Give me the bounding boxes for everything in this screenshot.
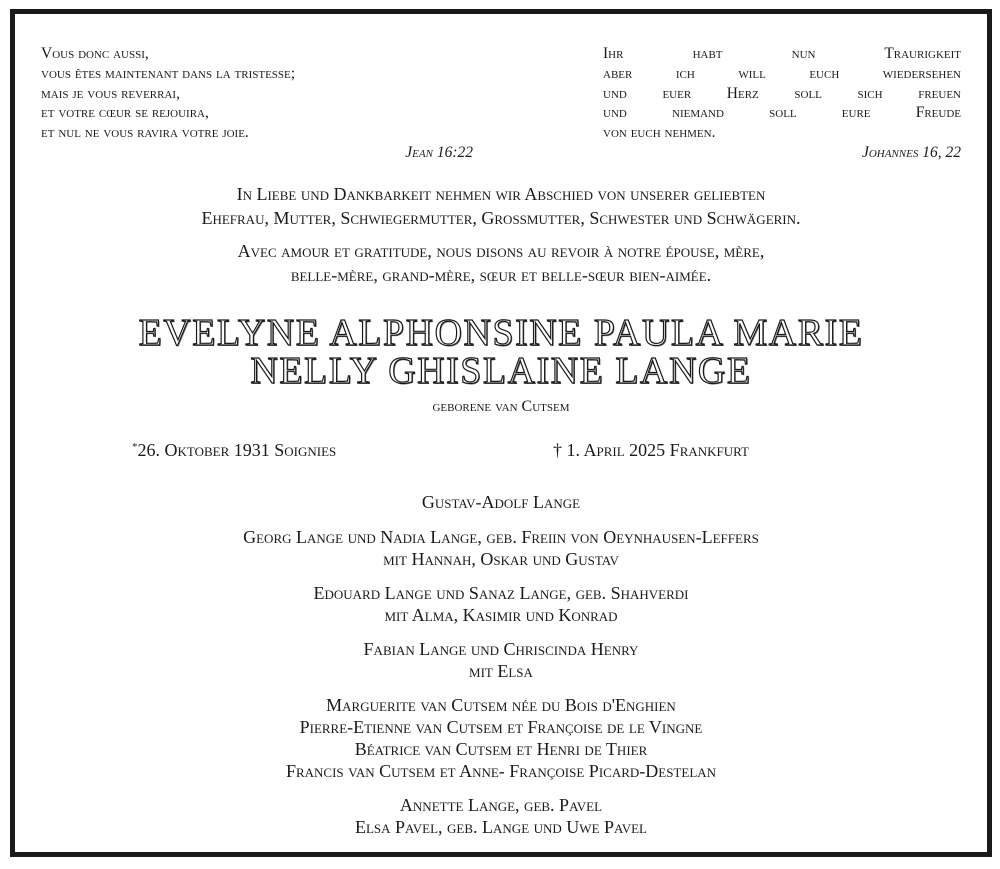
bible-quote-french [41,44,473,163]
family-line: Pierre-Etienne van Cutsem et Françoise de le Vingne [299,717,703,737]
family-group [15,526,987,570]
death-text: 1. April 2025 Frankfurt [566,440,749,460]
intro-german [15,182,987,230]
birth-symbol: * [132,441,138,453]
deceased-name [15,314,987,390]
quote-line: Ihr habt nun Traurigkeit [603,45,961,62]
family-group [15,491,987,513]
quote-line: mais je vous reverrai, [41,84,180,102]
death-info [553,440,749,461]
family-line: Georg Lange und Nadia Lange, geb. Freiin von Oeynhausen-Leffers [243,527,759,547]
intro-line: Avec amour et gratitude, nous disons au revoir à notre épouse, mère, [237,241,765,261]
quote-line: aber ich will euch wiedersehen [603,64,961,82]
family-line: mit Alma, Kasimir und Konrad [384,605,618,625]
intro-french [15,239,987,287]
quote-line: und euer Herz soll sich freuen [603,84,961,102]
quote-reference: Jean 16:22 [405,143,473,161]
family-line: Fabian Lange und Chriscinda Henry [363,639,639,659]
family-group [15,694,987,782]
intro-line: Ehefrau, Mutter, Schwiegermutter, Grossmutter, Schwester und Schwägerin. [201,208,801,228]
quote-line: et votre cœur se rejouira, [41,104,209,122]
birth-text: 26. Oktober 1931 Soignies [137,440,337,460]
family-line: mit Elsa [469,661,533,681]
obituary-frame [10,9,992,857]
quote-line: von euch nehmen. [603,124,716,142]
family-group [15,794,987,838]
quote-reference: Johannes 16, 22 [861,143,961,161]
family-line: Béatrice van Cutsem et Henri de Thier [354,739,648,759]
bible-quote-german [603,44,961,163]
birth-info [132,440,336,461]
quote-line: vous êtes maintenant dans la tristesse; [41,64,296,82]
name-line: NELLY GHISLAINE LANGE [250,350,752,392]
quote-line: Vous donc aussi, [41,45,149,62]
family-line: Edouard Lange und Sanaz Lange, geb. Shahverdi [313,583,689,603]
cross-icon: † [553,440,562,460]
maiden-name: geborene van Cutsem [432,398,570,415]
family-group [15,582,987,626]
family-line: Francis van Cutsem et Anne- Françoise Picard-Destelan [285,761,717,781]
quote-line: und niemand soll eure Freude [603,104,961,122]
family-line: Annette Lange, geb. Pavel [399,795,603,815]
intro-line: In Liebe und Dankbarkeit nehmen wir Abschied von unserer geliebten [236,184,766,204]
family-group [15,638,987,682]
name-line: EVELYNE ALPHONSINE PAULA MARIE [138,312,864,354]
family-line: Elsa Pavel, geb. Lange und Uwe Pavel [354,817,647,837]
family-line: Marguerite van Cutsem née du Bois d'Enghien [326,695,676,715]
quote-line: et nul ne vous ravira votre joie. [41,124,249,142]
intro-line: belle-mère, grand-mère, sœur et belle-sœur bien-aimée. [290,265,712,285]
family-line: mit Hannah, Oskar und Gustav [383,549,619,569]
family-line: Gustav-Adolf Lange [421,492,581,512]
